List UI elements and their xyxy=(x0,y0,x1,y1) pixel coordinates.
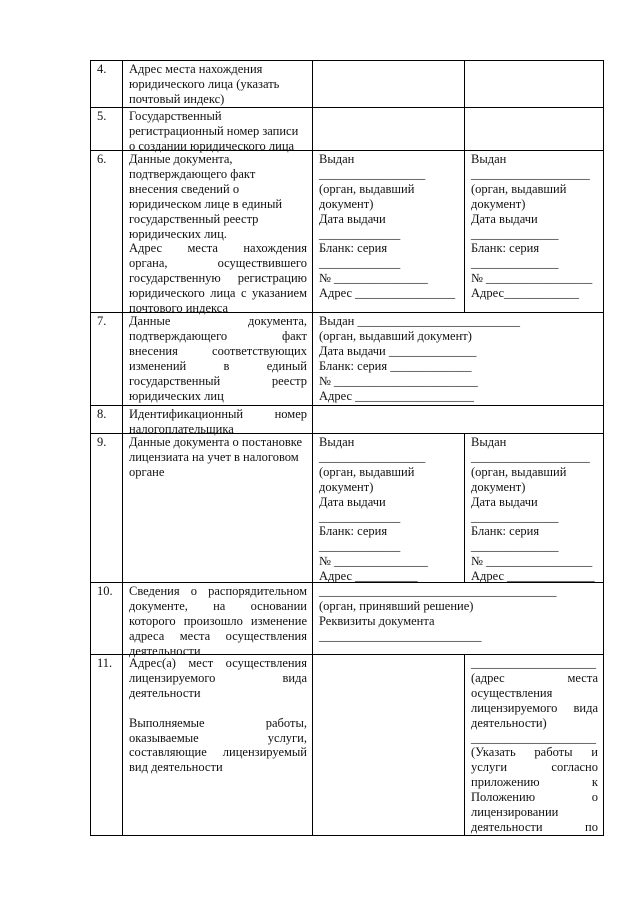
value-cell xyxy=(465,108,604,151)
text-line: государственную регистрацию xyxy=(129,271,307,286)
text-line: Государственный xyxy=(129,109,222,123)
text-line: адреса места осуществления xyxy=(129,628,307,643)
blank-line: _____________ xyxy=(319,539,401,554)
text-line: Адрес места нахождения xyxy=(129,241,307,256)
text-line: (адрес места xyxy=(471,670,598,685)
activity-address-cell xyxy=(465,655,604,836)
text-line: Бланк: серия xyxy=(471,241,540,256)
blank-line: _____________ xyxy=(319,509,401,524)
text-line: Выдан xyxy=(471,435,507,449)
text-line: Бланк: серия xyxy=(319,524,388,539)
text-line: № _______________ xyxy=(319,271,428,286)
row-number: 9. xyxy=(91,434,123,583)
value-cell xyxy=(313,61,465,108)
text-line: юридического лица (указать xyxy=(129,76,280,91)
text-line: Адрес __________ xyxy=(319,569,418,584)
text-line: юридического лица с указанием xyxy=(129,286,307,301)
blank-line: _____________ xyxy=(319,256,401,271)
row-number: 10. xyxy=(91,583,123,655)
value-cell xyxy=(313,655,465,836)
text-line: услуги согласно xyxy=(471,760,598,775)
text-line: лицензируемого вида xyxy=(471,700,598,715)
text-line: (орган, принявший решение) xyxy=(319,598,474,613)
blank-line: _________________ xyxy=(319,166,426,181)
value-cell xyxy=(313,108,465,151)
text-line: о создании юридического лица xyxy=(129,138,295,153)
text-line: (Указать работы и xyxy=(471,745,598,760)
text-line: Адрес места нахождения xyxy=(129,62,263,76)
text-line: Выполняемые работы, xyxy=(129,715,307,730)
blank-line: ____________________ xyxy=(471,730,596,745)
text-line: Дата выдачи xyxy=(471,211,538,226)
text-line: Сведения о распорядительном xyxy=(129,584,307,598)
row-description xyxy=(123,583,313,658)
text-line: Дата выдачи xyxy=(319,211,386,226)
text-line: документ) xyxy=(471,479,526,494)
text-line: документ) xyxy=(319,196,374,211)
row-description xyxy=(123,655,313,836)
text-line: Адрес ______________ xyxy=(471,569,595,584)
document-table xyxy=(90,60,604,836)
text-line: № _________________ xyxy=(471,271,593,286)
blank-line: ___________________ xyxy=(471,449,590,464)
text-line: № _______________________ xyxy=(319,373,478,388)
blank-line: ______________________________________ xyxy=(319,584,557,598)
text-line: Бланк: серия _____________ xyxy=(319,358,472,373)
text-line: которого произошло изменение xyxy=(129,613,307,628)
text-line: (орган, выдавший xyxy=(319,464,415,479)
blank-line: ______________ xyxy=(471,256,559,271)
text-line: внесения сведений о xyxy=(129,181,240,196)
spacer xyxy=(129,701,307,716)
text-line: осуществления xyxy=(471,685,553,700)
row-number: 11. xyxy=(91,655,123,836)
issued-document-cell xyxy=(313,313,604,406)
text-line: Адрес____________ xyxy=(471,286,580,301)
text-line: Выдан xyxy=(319,435,355,449)
row-number: 4. xyxy=(91,61,123,108)
row-description xyxy=(123,406,313,434)
blank-line: ______________ xyxy=(471,509,559,524)
text-line: подтверждающего факт xyxy=(129,166,256,181)
text-line: № _______________ xyxy=(319,554,428,569)
text-line: деятельности xyxy=(129,685,201,700)
row-number: 7. xyxy=(91,313,123,406)
text-line: документ) xyxy=(471,196,526,211)
text-line: (орган, выдавший документ) xyxy=(319,328,472,343)
issued-document-cell xyxy=(313,434,465,583)
row-description xyxy=(123,313,313,406)
text-line: регистрационный номер записи xyxy=(129,123,299,138)
text-line: лицензируемого вида xyxy=(129,670,307,685)
value-cell xyxy=(465,61,604,108)
row-number: 5. xyxy=(91,108,123,151)
row-description xyxy=(123,108,313,151)
text-line: документе, на основании xyxy=(129,598,307,613)
text-line: составляющие лицензируемый xyxy=(129,745,307,760)
text-line: Данные документа о постановке xyxy=(129,435,303,449)
text-line: Выдан xyxy=(319,152,355,166)
issued-document-cell xyxy=(465,434,604,583)
blank-line: _____________ xyxy=(319,226,401,241)
text-line: деятельности по xyxy=(471,819,598,834)
text-line: Адрес ________________ xyxy=(319,286,456,301)
text-line: государственный реестр xyxy=(129,373,307,388)
text-line: Дата выдачи ______________ xyxy=(319,343,477,358)
text-line: Данные документа, xyxy=(129,152,233,166)
text-line: Бланк: серия xyxy=(471,524,540,539)
blank-line: ____________________ xyxy=(471,656,596,670)
blank-line: _________________ xyxy=(319,449,426,464)
text-line: Дата выдачи xyxy=(471,494,538,509)
text-line: Адрес ___________________ xyxy=(319,388,474,403)
text-line: изменений в единый xyxy=(129,358,307,373)
text-line: деятельности) xyxy=(471,715,547,730)
text-line: Выдан __________________________ xyxy=(319,314,520,328)
text-line: почтовый индекс) xyxy=(129,91,225,106)
blank-line: ______________ xyxy=(471,226,559,241)
issued-document-cell xyxy=(465,151,604,313)
blank-line: ______________ xyxy=(471,539,559,554)
text-line: Реквизиты документа xyxy=(319,613,435,628)
text-line: органа, осуществившего xyxy=(129,256,307,271)
row-number: 8. xyxy=(91,406,123,434)
text-line: юридических лиц xyxy=(129,388,224,403)
text-line: Положению о xyxy=(471,790,598,805)
text-line: (орган, выдавший xyxy=(319,181,415,196)
decision-document-cell xyxy=(313,583,604,655)
text-line: органе xyxy=(129,464,165,479)
text-line: государственный реестр xyxy=(129,211,259,226)
text-line: оказываемые услуги, xyxy=(129,730,307,745)
text-line: Бланк: серия xyxy=(319,241,388,256)
issued-document-cell xyxy=(313,151,465,313)
value-cell xyxy=(313,406,604,434)
text-line: юридическом лице в единый xyxy=(129,196,283,211)
text-line: вид деятельности xyxy=(129,760,223,775)
text-line: внесения соответствующих xyxy=(129,343,307,358)
text-line: лицензиата на учет в налоговом xyxy=(129,449,299,464)
text-line: № _________________ xyxy=(471,554,593,569)
text-line: Адрес(а) мест осуществления xyxy=(129,656,307,670)
text-line: Идентификационный номер xyxy=(129,407,307,421)
text-line: лицензировании xyxy=(471,805,559,820)
text-line: документ) xyxy=(319,479,374,494)
text-line: приложению к xyxy=(471,775,598,790)
text-line: налогоплательщика xyxy=(129,421,234,436)
text-line: подтверждающего факт xyxy=(129,328,307,343)
text-line: деятельности xyxy=(129,643,201,658)
text-line: Дата выдачи xyxy=(319,494,386,509)
text-line: (орган, выдавший xyxy=(471,464,567,479)
row-number: 6. xyxy=(91,151,123,313)
text-line: юридических лиц. xyxy=(129,226,227,241)
blank-line: __________________________ xyxy=(319,628,482,643)
text-line: Данные документа, xyxy=(129,314,307,328)
row-description xyxy=(123,61,313,108)
text-line: Выдан xyxy=(471,152,507,166)
row-description xyxy=(123,151,313,316)
text-line: (орган, выдавший xyxy=(471,181,567,196)
text-line: почтового индекса xyxy=(129,301,229,316)
blank-line: ___________________ xyxy=(471,166,590,181)
row-description xyxy=(123,434,313,583)
